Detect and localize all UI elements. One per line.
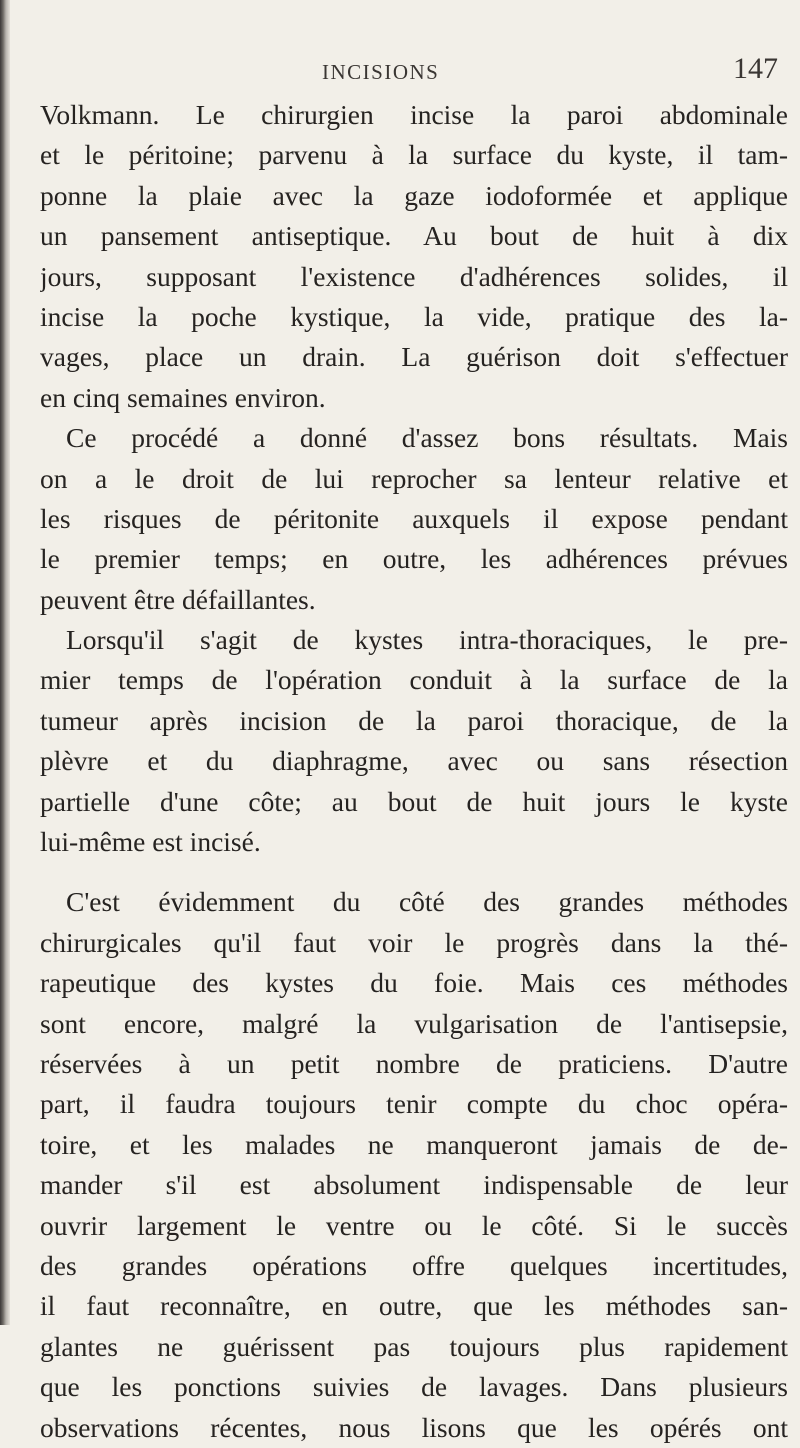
text-line: incise la poche kystique, la vide, pratique des la-	[40, 300, 788, 332]
text-line: des grandes opérations offre quelques incertitudes,	[40, 1249, 788, 1281]
text-line: toire, et les malades ne manqueront jamais de de-	[40, 1128, 788, 1160]
text-line: partielle d'une côte; au bout de huit jours le kyste	[40, 785, 788, 817]
page-binding-edge	[0, 0, 10, 1325]
text-line: jours, supposant l'existence d'adhérences solides, il	[40, 260, 788, 292]
paragraph-1	[40, 95, 788, 418]
text-line: mander s'il est absolument indispensable de leur	[40, 1169, 788, 1201]
text-line: ouvrir largement le ventre ou le côté. Si le succès	[40, 1209, 788, 1241]
text-line: on a le droit de lui reprocher sa lenteur relative et	[40, 462, 788, 494]
text-line: part, il faudra toujours tenir compte du choc opéra-	[40, 1088, 788, 1120]
text-line: sont encore, malgré la vulgarisation de l'antisepsie,	[40, 1007, 788, 1039]
text-line: Volkmann. Le chirurgien incise la paroi abdominale	[40, 99, 788, 130]
text-line: mier temps de l'opération conduit à la surface de la	[40, 664, 788, 696]
text-line: tumeur après incision de la paroi thoracique, de la	[40, 704, 788, 736]
running-head: INCISIONS	[322, 60, 440, 84]
text-line: observations récentes, nous lisons que les opérés ont	[40, 1411, 788, 1443]
text-line: plèvre et du diaphragme, avec ou sans résection	[40, 745, 788, 777]
text-line: un pansement antiseptique. Au bout de huit à dix	[40, 220, 788, 252]
text-line: il faut reconnaître, en outre, que les méthodes san-	[40, 1290, 788, 1322]
text-line: et le péritoine; parvenu à la surface du kyste, il tam-	[40, 139, 788, 171]
text-line: Lorsqu'il s'agit de kystes intra-thoraciques, le pre-	[66, 624, 788, 656]
page-header	[0, 52, 800, 92]
text-line: vages, place un drain. La guérison doit s'effectuer	[40, 341, 788, 373]
text-line: peuvent être défaillantes.	[40, 583, 316, 615]
text-line: ponne la plaie avec la gaze iodoformée et applique	[40, 179, 788, 211]
body-text	[40, 95, 788, 1448]
text-line: lui-même est incisé.	[40, 826, 261, 858]
text-line: chirurgicales qu'il faut voir le progrès dans la thé-	[40, 926, 788, 958]
paragraph-3	[40, 620, 788, 862]
text-line: que les ponctions suivies de lavages. Dans plusieurs	[40, 1371, 788, 1403]
text-line: rapeutique des kystes du foie. Mais ces méthodes	[40, 967, 788, 999]
text-line: les risques de péritonite auxquels il expose pendant	[40, 502, 788, 534]
paragraph-2	[40, 418, 788, 620]
text-line: réservées à un petit nombre de praticiens. D'autre	[40, 1047, 788, 1079]
text-line: Ce procédé a donné d'assez bons résultats. Mais	[66, 422, 788, 454]
text-line: le premier temps; en outre, les adhérences prévues	[40, 543, 788, 575]
text-line: en cinq semaines environ.	[40, 381, 326, 413]
text-line: C'est évidemment du côté des grandes méthodes	[66, 886, 788, 918]
page-number: 147	[733, 52, 778, 85]
paragraph-spacer	[40, 862, 788, 882]
paragraph-4	[40, 882, 788, 1447]
text-line: glantes ne guérissent pas toujours plus rapidement	[40, 1330, 788, 1362]
